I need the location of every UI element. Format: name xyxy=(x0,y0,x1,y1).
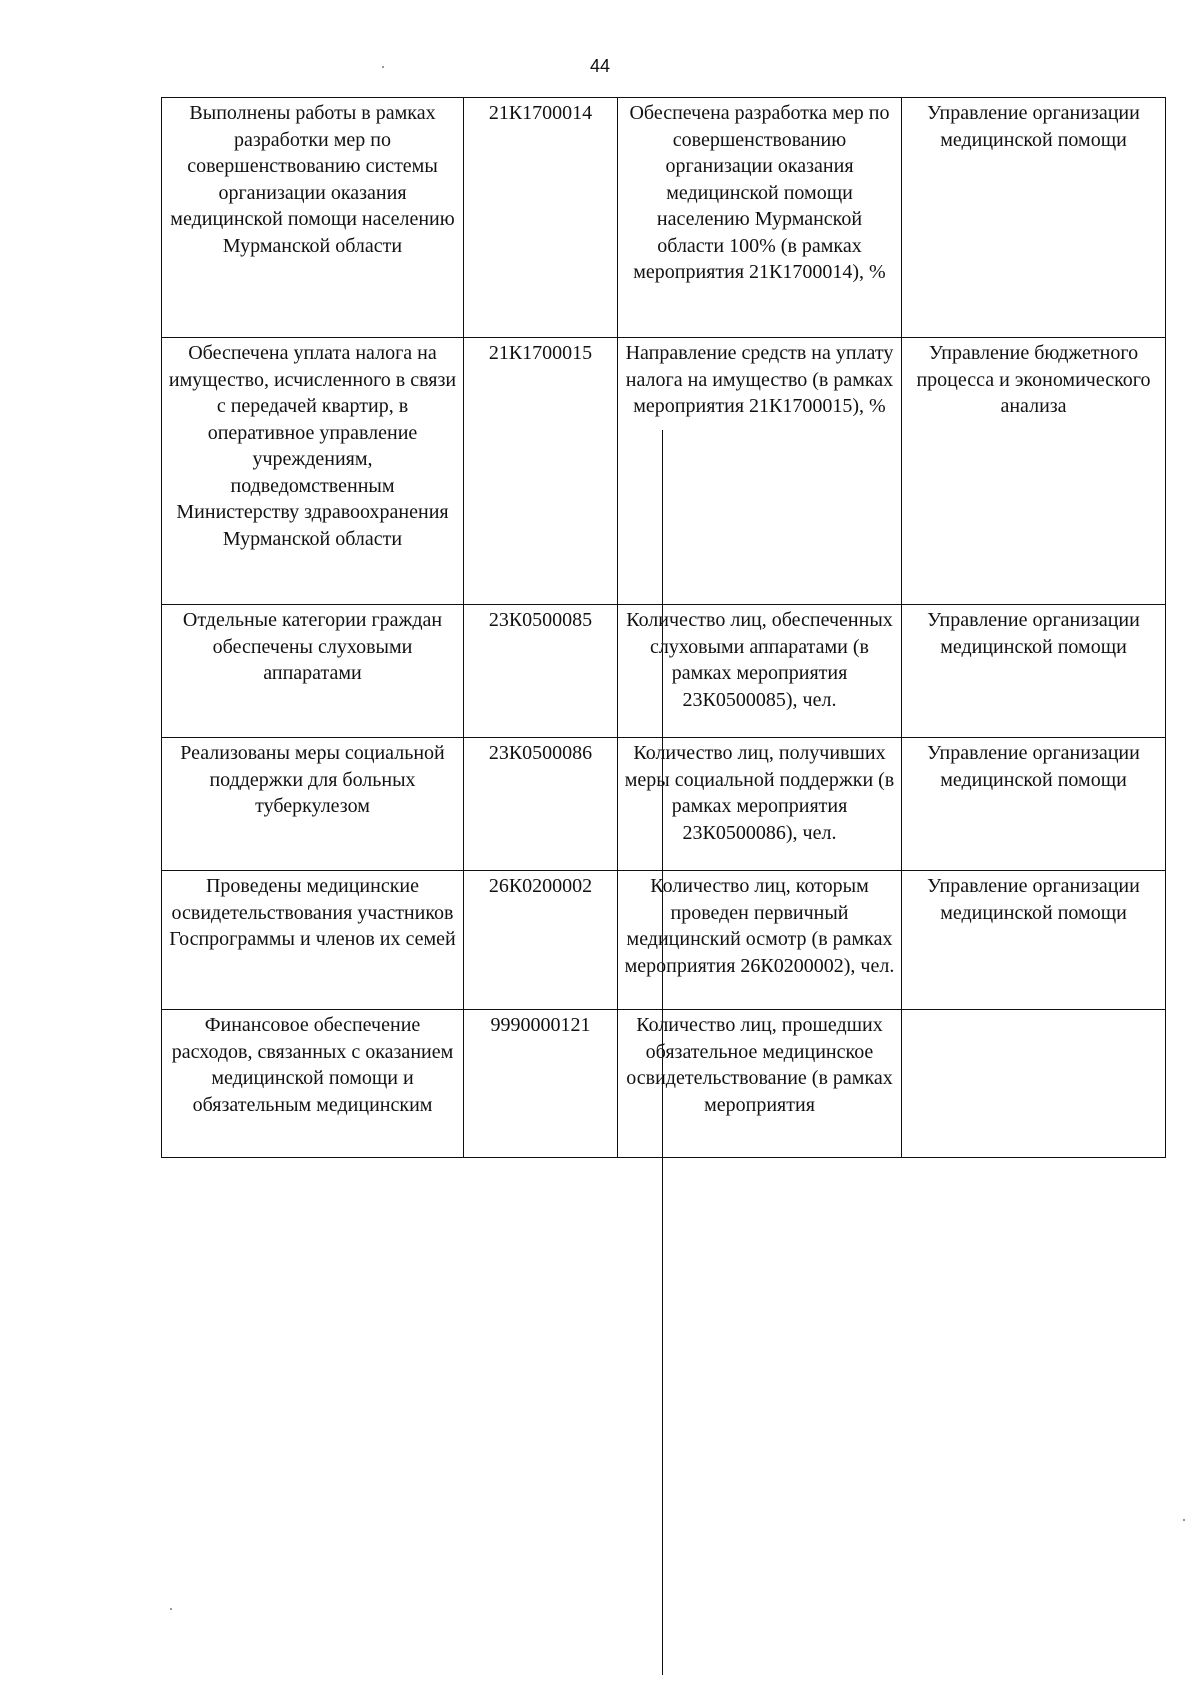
measures-table xyxy=(161,97,1166,1158)
scan-speck xyxy=(170,1608,172,1610)
code-cell: 21К1700015 xyxy=(464,338,618,605)
result-cell: Реализованы меры социальной поддержки для больных туберкулезом xyxy=(162,738,464,871)
department-cell: Управление организации медицинской помощи xyxy=(902,871,1166,1010)
table-row xyxy=(162,738,1166,871)
department-cell: Управление организации медицинской помощи xyxy=(902,738,1166,871)
indicator-cell: Количество лиц, которым проведен первичный медицинский осмотр (в рамках мероприятия 26К0200002), чел. xyxy=(618,871,902,1010)
code-cell: 21К1700014 xyxy=(464,98,618,338)
table-row xyxy=(162,871,1166,1010)
code-cell: 9990000121 xyxy=(464,1010,618,1158)
table-row xyxy=(162,605,1166,738)
code-cell: 26К0200002 xyxy=(464,871,618,1010)
result-cell: Проведены медицинские освидетельствования участников Госпрограммы и членов их семей xyxy=(162,871,464,1010)
scan-speck xyxy=(1183,1519,1185,1521)
department-cell xyxy=(902,1010,1166,1158)
page-number: 44 xyxy=(589,56,611,76)
result-cell: Выполнены работы в рамках разработки мер по совершенствованию системы организации оказания медицинской помощи населению Мурманской области xyxy=(162,98,464,338)
department-cell: Управление организации медицинской помощи xyxy=(902,605,1166,738)
indicator-cell: Количество лиц, получивших меры социальной поддержки (в рамках мероприятия 23К0500086), чел. xyxy=(618,738,902,871)
scan-speck xyxy=(382,66,384,68)
result-cell: Отдельные категории граждан обеспечены слуховыми аппаратами xyxy=(162,605,464,738)
department-cell: Управление организации медицинской помощи xyxy=(902,98,1166,338)
indicator-cell: Направление средств на уплату налога на имущество (в рамках мероприятия 21К1700015), % xyxy=(618,338,902,605)
code-cell: 23К0500086 xyxy=(464,738,618,871)
indicator-cell: Обеспечена разработка мер по совершенствованию организации оказания медицинской помощи населению Мурманской области 100% (в рамках мероприятия 21К1700014), % xyxy=(618,98,902,338)
result-cell: Обеспечена уплата налога на имущество, исчисленного в связи с передачей квартир, в оперативное управление учреждениям, подведомственным Министерству здравоохранения Мурманской области xyxy=(162,338,464,605)
department-cell: Управление бюджетного процесса и экономического анализа xyxy=(902,338,1166,605)
table-row xyxy=(162,338,1166,605)
code-cell: 23К0500085 xyxy=(464,605,618,738)
indicator-cell: Количество лиц, прошедших обязательное медицинское освидетельствование (в рамках мероприятия xyxy=(618,1010,902,1158)
result-cell: Финансовое обеспечение расходов, связанных с оказанием медицинской помощи и обязательным медицинским xyxy=(162,1010,464,1158)
table-row xyxy=(162,1010,1166,1158)
scan-artifact-line xyxy=(662,430,663,1675)
indicator-cell: Количество лиц, обеспеченных слуховыми аппаратами (в рамках мероприятия 23К0500085), чел. xyxy=(618,605,902,738)
table-row xyxy=(162,98,1166,338)
